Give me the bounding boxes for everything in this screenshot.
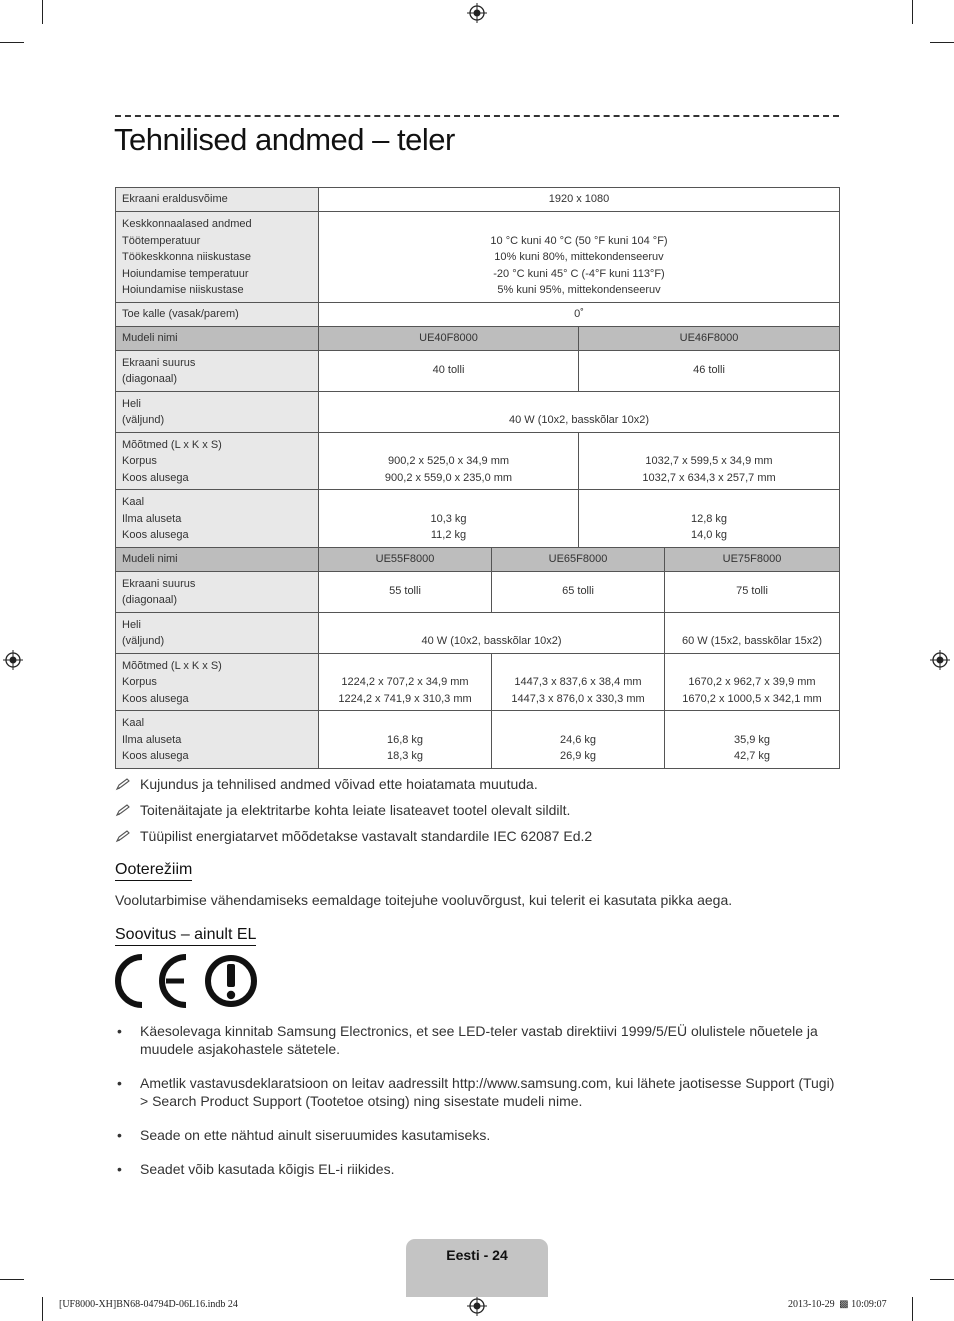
- cell-value: 55 tolli: [319, 571, 492, 612]
- crop-mark: [0, 42, 24, 43]
- standby-text: Voolutarbimise vähendamiseks eemaldage toitejuhe vooluvõrgust, kui telerit ei kasutata pikka aega.: [115, 892, 733, 908]
- row-label: Kaal Ilma aluseta Koos alusega: [116, 711, 319, 769]
- crop-mark: [930, 1279, 954, 1280]
- note-text: Toitenäitajate ja elektritarbe kohta leiate lisateavet tootel olevalt sildilt.: [140, 802, 571, 818]
- crop-mark: [42, 1297, 43, 1321]
- print-slug-date: 2013-10-29 ▩ 10:09:07: [788, 1299, 887, 1310]
- table-row: [116, 350, 840, 391]
- row-label: Mudeli nimi: [116, 547, 319, 571]
- note-text: Kujundus ja tehnilised andmed võivad ette hoiatamata muutuda.: [140, 776, 538, 792]
- cell-value: 12,8 kg 14,0 kg: [579, 490, 840, 548]
- notes-list: [115, 771, 839, 849]
- table-row: [116, 391, 840, 432]
- model-name: UE55F8000: [319, 547, 492, 571]
- table-row: [116, 653, 840, 711]
- table-row: [116, 490, 840, 548]
- spec-table: [115, 187, 840, 769]
- row-label: Mõõtmed (L x K x S) Korpus Koos alusega: [116, 432, 319, 490]
- registration-mark-icon: [3, 650, 23, 670]
- table-row: [116, 326, 840, 350]
- row-label: Heli (väljund): [116, 612, 319, 653]
- table-row: [116, 188, 840, 212]
- cell-value: 75 tolli: [665, 571, 840, 612]
- cell-value: 40 tolli: [319, 350, 579, 391]
- recommendation-list: [115, 1022, 839, 1194]
- standby-heading: Ooterežiim: [115, 861, 192, 881]
- note-item: [115, 823, 839, 849]
- table-row: [116, 571, 840, 612]
- crop-mark: [0, 1279, 24, 1280]
- model-name: UE40F8000: [319, 326, 579, 350]
- cell-value: 35,9 kg 42,7 kg: [665, 711, 840, 769]
- row-label: Ekraani suurus (diagonaal): [116, 571, 319, 612]
- cell-value: 40 W (10x2, basskõlar 10x2): [319, 612, 665, 653]
- cell-value: 65 tolli: [492, 571, 665, 612]
- registration-mark-icon: [467, 1296, 487, 1316]
- cell-value: 1224,2 x 707,2 x 34,9 mm 1224,2 x 741,9 x 310,3 mm: [319, 653, 492, 711]
- title-dashed-rule: [115, 115, 839, 117]
- cell-value: 40 W (10x2, basskõlar 10x2): [319, 391, 840, 432]
- row-label: Toe kalle (vasak/parem): [116, 302, 319, 326]
- page-number-tab: [406, 1239, 548, 1297]
- registration-mark-icon: [930, 650, 950, 670]
- pencil-note-icon: [115, 803, 140, 817]
- cell-value: 16,8 kg 18,3 kg: [319, 711, 492, 769]
- table-row: [116, 711, 840, 769]
- page-title: Tehnilised andmed – teler: [114, 122, 455, 157]
- table-row: [116, 612, 840, 653]
- list-item: • Käesolevaga kinnitab Samsung Electronics, et see LED-teler vastab direktiivi 1999/5/EÜ olulistele nõuetele ja muudele asjakohastele sätetele.: [115, 1022, 839, 1058]
- crop-mark: [930, 42, 954, 43]
- row-label: Mõõtmed (L x K x S) Korpus Koos alusega: [116, 653, 319, 711]
- row-label: Keskkonnaalased andmed Töötemperatuur Töökeskkonna niiskustase Hoiundamise temperatuur Hoiundamise niiskustase: [116, 212, 319, 303]
- cell-value: 10,3 kg 11,2 kg: [319, 490, 579, 548]
- model-name: UE46F8000: [579, 326, 840, 350]
- cell-value: 24,6 kg 26,9 kg: [492, 711, 665, 769]
- row-label: Mudeli nimi: [116, 326, 319, 350]
- recommendation-heading: Soovitus – ainult EL: [115, 926, 256, 946]
- row-label: Ekraani suurus (diagonaal): [116, 350, 319, 391]
- crop-mark: [912, 0, 913, 24]
- print-slug-file: [UF8000-XH]BN68-04794D-06L16.indb 24: [59, 1299, 238, 1310]
- table-row: [116, 547, 840, 571]
- row-label: Kaal Ilma aluseta Koos alusega: [116, 490, 319, 548]
- cell-value: 1670,2 x 962,7 x 39,9 mm 1670,2 x 1000,5 x 342,1 mm: [665, 653, 840, 711]
- table-row: [116, 302, 840, 326]
- page-number: Eesti - 24: [446, 1247, 508, 1263]
- cell-value: 10 °C kuni 40 °C (50 °F kuni 104 °F) 10% kuni 80%, mittekondenseeruv -20 °C kuni 45° C (-4°F kuni 113°F) 5% kuni 95%, mittekondenseeruv: [319, 212, 840, 303]
- list-item: • Seade on ette nähtud ainult siseruumides kasutamiseks.: [115, 1126, 839, 1144]
- cell-value: 1032,7 x 599,5 x 34,9 mm 1032,7 x 634,3 x 257,7 mm: [579, 432, 840, 490]
- row-label: Heli (väljund): [116, 391, 319, 432]
- cell-value: 60 W (15x2, basskõlar 15x2): [665, 612, 840, 653]
- table-row: [116, 432, 840, 490]
- crop-mark: [42, 0, 43, 24]
- row-label: Ekraani eraldusvõime: [116, 188, 319, 212]
- registration-mark-icon: [467, 3, 487, 23]
- model-name: UE65F8000: [492, 547, 665, 571]
- cell-value: 46 tolli: [579, 350, 840, 391]
- note-item: [115, 771, 839, 797]
- ce-alert-marks-icon: [114, 954, 259, 1008]
- pencil-note-icon: [115, 777, 140, 791]
- pencil-note-icon: [115, 829, 140, 843]
- table-row: [116, 212, 840, 303]
- list-item: • Ametlik vastavusdeklaratsioon on leitav aadressilt http://www.samsung.com, kui lähete jaotisesse Support (Tugi) > Search Product Support (Tootetoe otsing) ning sisestate mudeli nime.: [115, 1074, 839, 1110]
- list-item: • Seadet võib kasutada kõigis EL-i riikides.: [115, 1160, 839, 1178]
- cell-value: 1920 x 1080: [319, 188, 840, 212]
- crop-mark: [912, 1297, 913, 1321]
- note-item: [115, 797, 839, 823]
- note-text: Tüüpilist energiatarvet mõõdetakse vastavalt standardile IEC 62087 Ed.2: [140, 828, 593, 844]
- cell-value: 0˚: [319, 302, 840, 326]
- model-name: UE75F8000: [665, 547, 840, 571]
- cell-value: 1447,3 x 837,6 x 38,4 mm 1447,3 x 876,0 x 330,3 mm: [492, 653, 665, 711]
- cell-value: 900,2 x 525,0 x 34,9 mm 900,2 x 559,0 x 235,0 mm: [319, 432, 579, 490]
